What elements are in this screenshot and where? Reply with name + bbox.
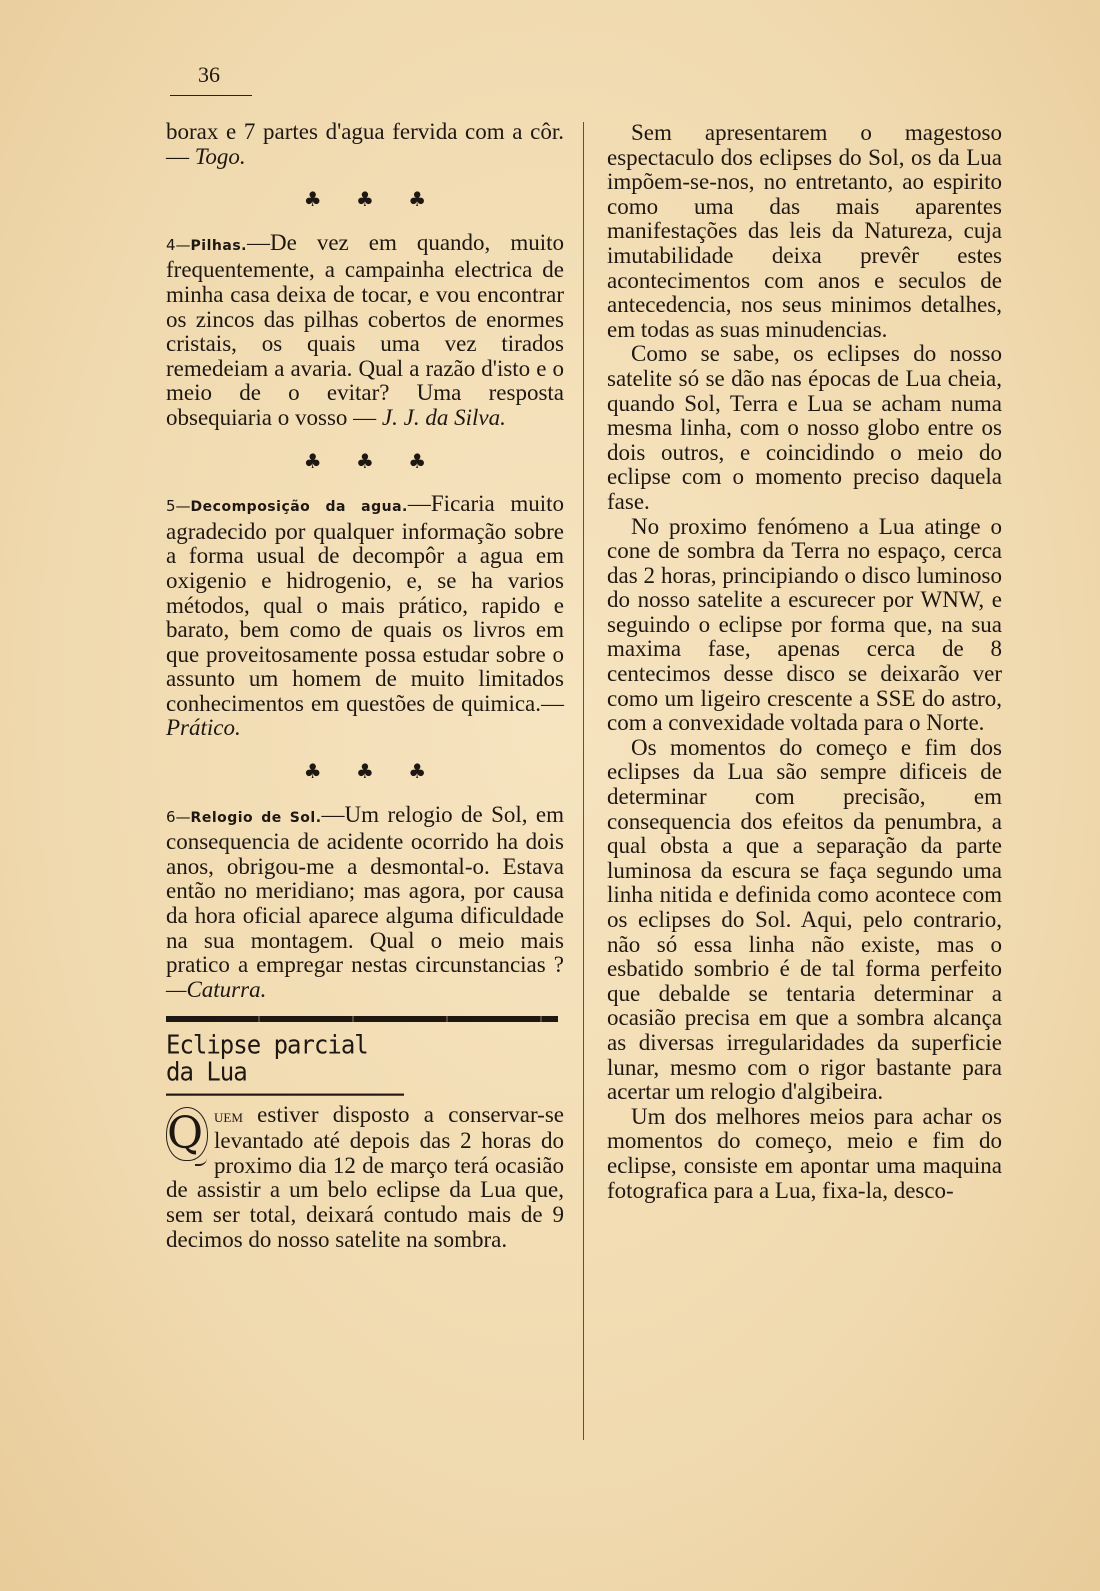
question-6-text: —Um relogio de Sol, em consequencia de acidente ocorrido ha dois anos, obrigou-me a desmontal-o. Estava então no meridiano; mas agora, por causa da hora oficial aparece alguma dificuldade na sua montagem. Qual o meio mais pratico a empregar nestas circunstancias ? <box>166 801 564 978</box>
question-4-signature: J. J. da Silva. <box>381 404 506 430</box>
question-6-heading: Relogio de Sol. <box>190 809 322 826</box>
intro-signature: Togo. <box>194 143 246 169</box>
question-5-heading: Decomposição da agua. <box>190 499 408 516</box>
question-5 <box>166 492 564 741</box>
question-6 <box>166 803 564 1003</box>
question-4-number: 4— <box>166 235 191 254</box>
question-5-signature: Prático. <box>166 715 241 741</box>
right-paragraph: Sem apresentarem o magestoso espectaculo dos eclipses do Sol, os da Lua impõem-se-nos, no entretanto, ao espirito como uma das mais aparentes manifestações das leis da Natureza, cuja imutabilidade deixa prevêr estes acontecimentos com anos e seculos de antecedencia, nos seus minimos detalhes, em todas as suas minudencias. <box>607 120 1002 342</box>
article-intro <box>166 1103 564 1253</box>
article-text: estiver disposto a conservar-se levantado até depois das 2 horas do proximo dia 12 de março terá ocasião de assistir a um belo eclipse da Lua que, sem ser total, deixará contudo mais de 9 decimos do nosso satelite na sombra. <box>166 1101 564 1252</box>
left-column <box>166 120 564 1252</box>
question-4-heading: Pilhas. <box>190 237 247 254</box>
page-number-rule <box>170 95 252 96</box>
right-paragraph: Os momentos do começo e fim dos eclipses da Lua são sempre dificeis de determinar com precisão, em consequencia dos efeitos da penumbra, a qual obsta a que a separação da parte luminosa da escura se faça segundo uma linha nitida e definida como acontece com os eclipses do Sol. Aqui, pelo contrario, não só essa linha não existe, mas o esbatido sombrio é de tal forma perfeito que debalde se tentaria determinar a ocasião precisa em que a sombra alcança as diversas irregularidades da superficie lunar, mesmo com o rigor bastante para acertar um relogio d'algibeira. <box>607 734 1002 1105</box>
question-4-text: —De vez em quando, muito frequentemente, a campainha electrica de minha casa deixa de tocar, e vou encontrar os zincos das pilhas cobertos de enormes cristais, os quais uma vez tirados remedeiam a avaria. Qual a razão d'isto e o meio de o evitar? Uma resposta obsequiaria o vosso — <box>166 229 564 430</box>
separator-stars: ♣ ♣ ♣ <box>303 759 441 784</box>
intro-text: borax e 7 partes d'agua fervida com a côr. — <box>166 119 564 169</box>
page-number: 36 <box>198 62 220 87</box>
question-5-text: —Ficaria muito agradecido por qualquer informação sobre a forma usual de decompôr a agua em oxigenio e hidrogenio, e, se ha varios métodos, qual o mais prático, rapido e barato, bem como de quais os livros em que proveitosamente possa estudar sobre o assunto um homem de muito limitados conhecimentos em questões de quimica.— <box>166 491 564 716</box>
question-5-number: 5— <box>166 497 191 516</box>
intro-paragraph <box>166 120 564 169</box>
separator-stars: ♣ ♣ ♣ <box>303 187 441 212</box>
right-paragraph: Como se sabe, os eclipses do nosso satelite só se dão nas épocas de Lua cheia, quando Sol, Terra e Lua se acham numa mesma linha, com o nosso globo entre os dois outros, e coincidindo o meio do eclipse com o momento preciso daquela fase. <box>607 341 1002 514</box>
question-6-number: 6— <box>166 807 191 826</box>
dropcap-letter: Q <box>166 1107 208 1161</box>
column-divider <box>583 122 584 1440</box>
question-6-signature: —Caturra. <box>166 976 267 1002</box>
separator-stars: ♣ ♣ ♣ <box>303 448 441 473</box>
right-paragraph: Um dos melhores meios para achar os momentos do começo, meio e fim do eclipse, consiste em apontar uma maquina fotografica para a Lua, fixa-la, desco- <box>607 1103 1002 1203</box>
section-rule <box>166 1016 558 1022</box>
article-smallcaps: uem <box>214 1105 243 1127</box>
question-4 <box>166 231 564 431</box>
section-title: Eclipse parcial da Lua <box>166 1032 404 1096</box>
right-column <box>607 121 1002 1203</box>
right-paragraph: No proximo fenómeno a Lua atinge o cone de sombra da Terra no espaço, cerca das 2 horas, principiando o disco luminoso do nosso satelite a escurecer por WNW, e seguindo o eclipse por forma que, na sua maxima fase, apenas cerca de 8 centecimos desse disco se deixarão ver como um ligeiro crescente a SSE do astro, com a convexidade voltada para o Norte. <box>607 513 1002 736</box>
